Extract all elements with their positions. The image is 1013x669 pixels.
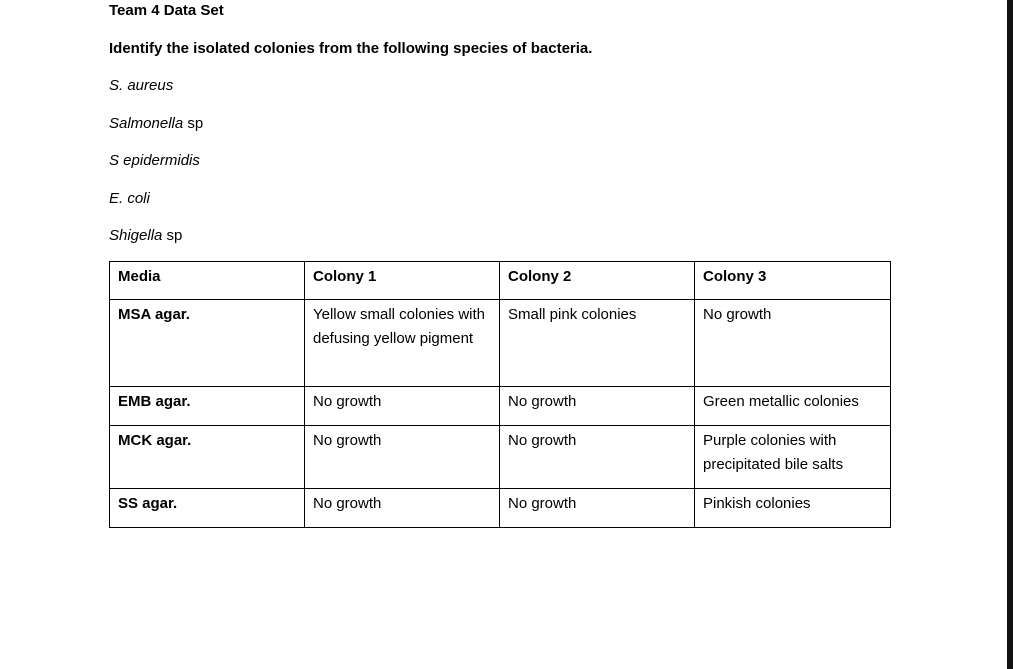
colony-2-cell: No growth (500, 426, 695, 489)
species-name: S. aureus (109, 77, 174, 94)
document-title: Team 4 Data Set (109, 2, 224, 19)
instruction-text: Identify the isolated colonies from the following species of bacteria. (109, 40, 593, 57)
header-colony-3: Colony 3 (695, 262, 891, 300)
species-item (109, 114, 203, 134)
species-name: Salmonella (109, 115, 184, 132)
table-row (110, 300, 891, 387)
media-cell: SS agar. (110, 489, 305, 528)
media-cell: MCK agar. (110, 426, 305, 489)
species-name: S epidermidis (109, 152, 200, 169)
species-name: E. coli (109, 190, 150, 207)
media-cell: EMB agar. (110, 387, 305, 426)
table-row (110, 489, 891, 528)
media-results-table (109, 261, 891, 528)
table-row (110, 387, 891, 426)
colony-2-cell: Small pink colonies (500, 300, 695, 387)
colony-1-cell: Yellow small colonies with defusing yellow pigment (305, 300, 500, 387)
species-suffix: sp (162, 227, 183, 244)
media-cell: MSA agar. (110, 300, 305, 387)
header-colony-2: Colony 2 (500, 262, 695, 300)
species-item (109, 151, 200, 171)
species-item (109, 226, 182, 246)
colony-3-cell: Pinkish colonies (695, 489, 891, 528)
colony-2-cell: No growth (500, 387, 695, 426)
species-item (109, 189, 150, 209)
table-header-row (110, 262, 891, 300)
header-colony-1: Colony 1 (305, 262, 500, 300)
species-item (109, 76, 173, 96)
colony-1-cell: No growth (305, 387, 500, 426)
colony-3-cell: Green metallic colonies (695, 387, 891, 426)
colony-2-cell: No growth (500, 489, 695, 528)
page-edge-bar (1007, 0, 1013, 669)
species-suffix: sp (183, 115, 204, 132)
colony-3-cell: No growth (695, 300, 891, 387)
species-name: Shigella (109, 227, 163, 244)
header-media: Media (110, 262, 305, 300)
colony-3-cell: Purple colonies with precipitated bile salts (695, 426, 891, 489)
colony-1-cell: No growth (305, 489, 500, 528)
colony-1-cell: No growth (305, 426, 500, 489)
table-row (110, 426, 891, 489)
